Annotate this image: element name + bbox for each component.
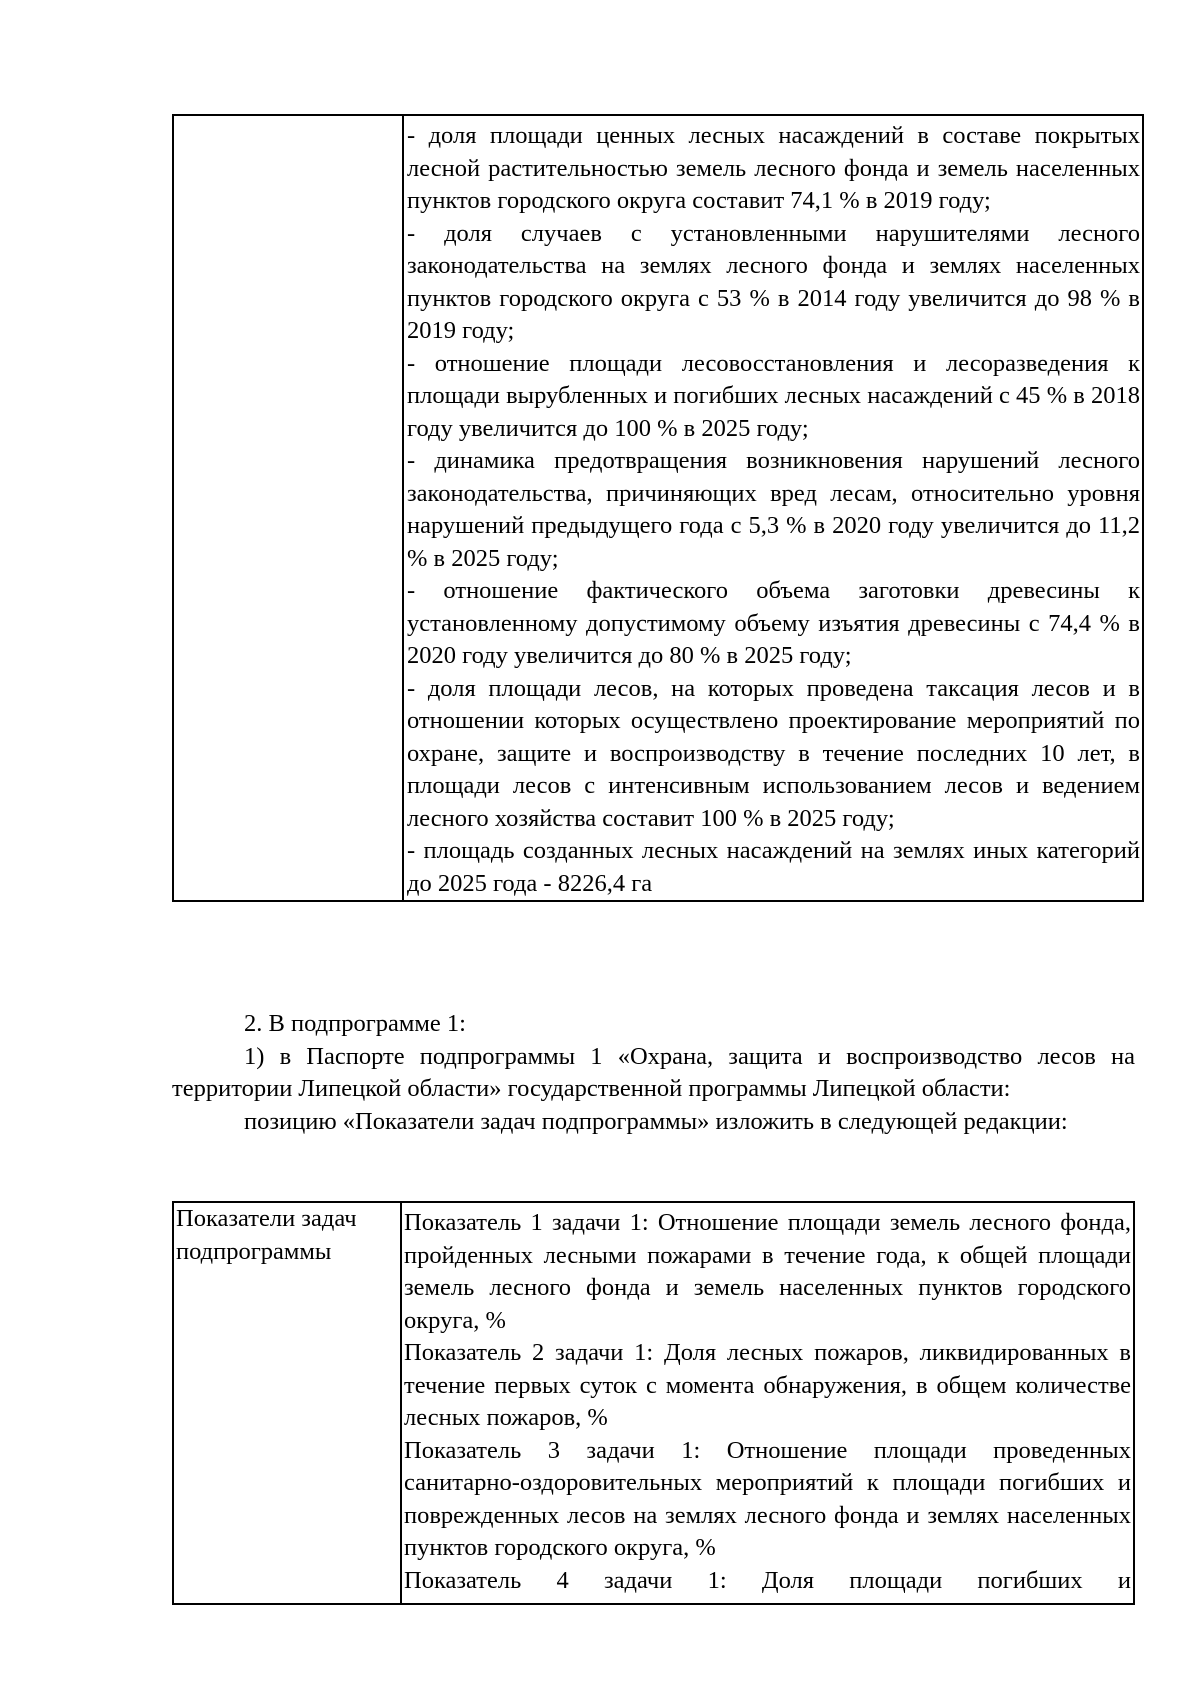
paragraph-passport: 1) в Паспорте подпрограммы 1 «Охрана, защита и воспроизводство лесов на территории Липецкой области» государственной программы Липецкой области: (172, 1042, 1135, 1102)
table-value-cell (403, 115, 1143, 901)
list-item: - доля площади ценных лесных насаждений в составе покрытых лесной растительностью земель лесного фонда и земель населенных пунктов городского округа составит 74,1 % в 2019 году; (407, 122, 1140, 214)
list-item: - динамика предотвращения возникновения нарушений лесного законодательства, причиняющих вред лесам, относительно уровня нарушений предыдущего года с 5,3 % в 2020 году увеличится до 11,2 % в 2025 году; (407, 447, 1140, 572)
continuation-table (172, 114, 1144, 902)
table-label-cell-empty (173, 115, 403, 901)
paragraph-position: позицию «Показатели задач подпрограммы» изложить в следующей редакции: (244, 1107, 1068, 1135)
table-row (173, 1202, 1134, 1604)
table-value-cell (401, 1202, 1134, 1604)
table-row (173, 115, 1143, 901)
amendment-text (172, 1008, 1135, 1138)
indicators-table (172, 1201, 1135, 1605)
indicators-label: Показатели задач подпрограммы (176, 1205, 357, 1265)
indicator-item: Показатель 1 задачи 1: Отношение площади земель лесного фонда, пройденных лесными пожарами в течение года, к общей площади земель лесного фонда и земель населенных пунктов городского округа, % (404, 1209, 1131, 1334)
paragraph-subprogram: 2. В подпрограмме 1: (244, 1010, 466, 1037)
indicator-item: Показатель 4 задачи 1: Доля площади погибших и (404, 1566, 1131, 1594)
list-item: - доля случаев с установленными нарушителями лесного законодательства на землях лесного фонда и землях населенных пунктов городского округа с 53 % в 2014 году увеличится до 98 % в 2019 году; (407, 219, 1140, 344)
indicator-item: Показатель 3 задачи 1: Отношение площади проведенных санитарно-оздоровительных мероприятий к площади погибших и поврежденных лесов на землях лесного фонда и землях населенных пунктов городского округа, % (404, 1436, 1131, 1561)
indicator-item: Показатель 2 задачи 1: Доля лесных пожаров, ликвидированных в течение первых суток с момента обнаружения, в общем количестве лесных пожаров, % (404, 1339, 1131, 1431)
list-item: - площадь созданных лесных насаждений на землях иных категорий до 2025 года - 8226,4 га (407, 837, 1140, 897)
list-item: - отношение площади лесовосстановления и лесоразведения к площади вырубленных и погибших лесных насаждений с 45 % в 2018 году увеличится до 100 % в 2025 году; (407, 349, 1140, 442)
list-item: - доля площади лесов, на которых проведена таксация лесов и в отношении которых осуществлено проектирование мероприятий по охране, защите и воспроизводству в течение последних 10 лет, в площади лесов с интенсивным использованием лесов и ведением лесного хозяйства составит 100 % в 2025 году; (407, 674, 1140, 832)
table-label-cell (173, 1202, 401, 1604)
list-item: - отношение фактического объема заготовки древесины к установленному допустимому объему изъятия древесины с 74,4 % в 2020 году увеличится до 80 % в 2025 году; (407, 577, 1140, 669)
